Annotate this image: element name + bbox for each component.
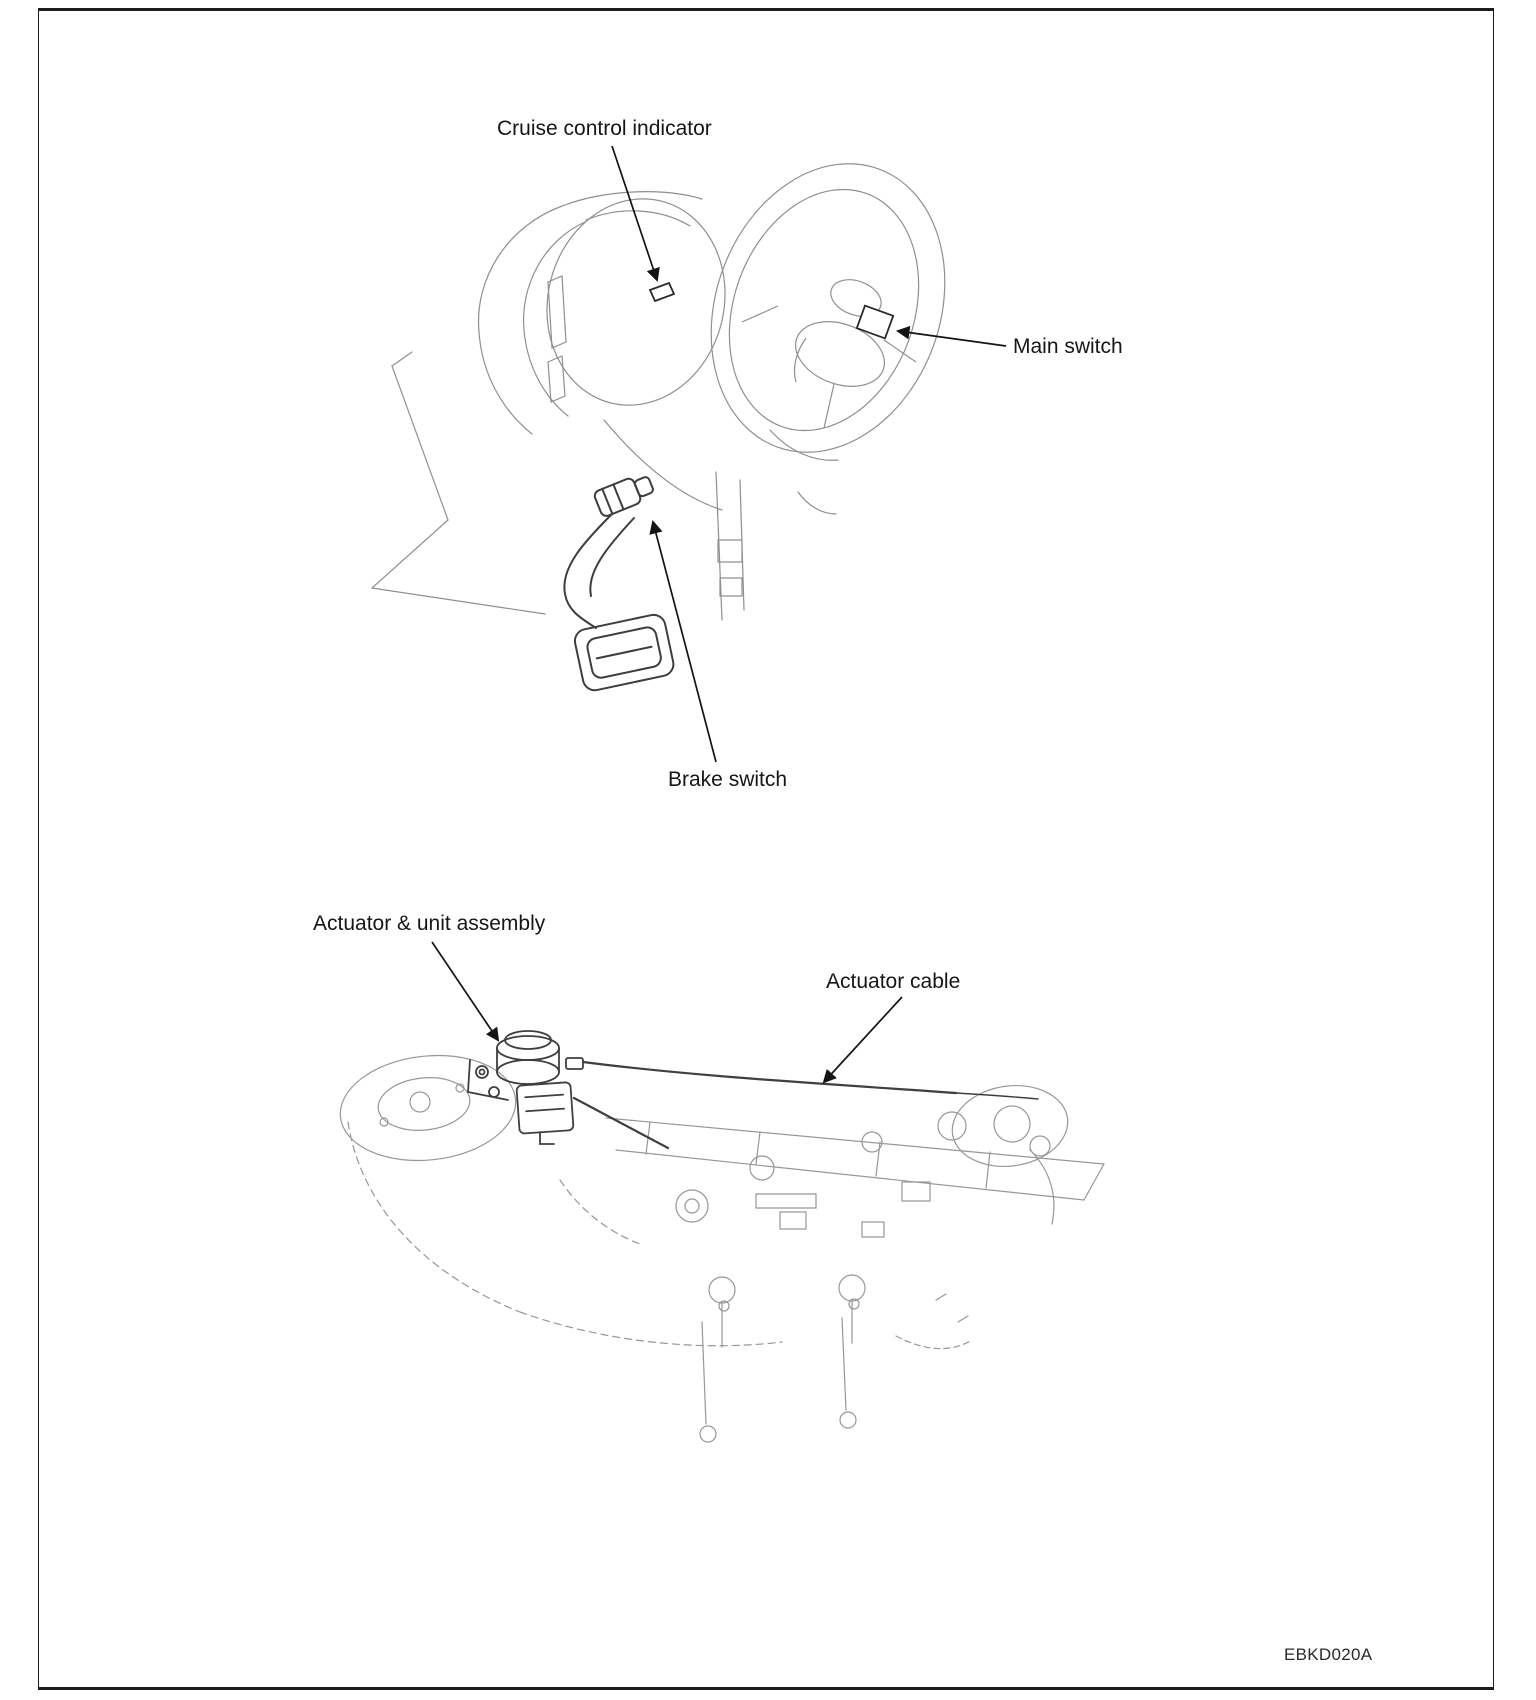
label-cruise-control-indicator: Cruise control indicator [497,117,712,140]
steering-wheel-sketch [672,131,984,486]
actuator-drawing [468,1031,583,1144]
brake-switch-arrow [653,522,716,762]
actuator-assembly-arrow [432,942,498,1040]
label-main-switch: Main switch [1013,335,1123,358]
main-switch-arrow [898,331,1006,346]
label-actuator-cable: Actuator cable [826,970,961,993]
label-actuator-unit-assembly: Actuator & unit assembly [313,912,546,935]
actuator-cable-arrow [824,997,902,1082]
label-brake-switch: Brake switch [668,768,788,791]
main-switch-marker [857,306,893,339]
engine-bay-sketch [335,1047,1104,1442]
callout-arrows [432,146,1006,1082]
figure-code: EBKD020A [1284,1645,1373,1664]
cruise-indicator-marker [650,283,674,301]
actuator-cable-line [574,1062,1038,1148]
cruise-indicator-arrow [612,146,657,280]
brake-pedal-drawing [564,471,675,692]
